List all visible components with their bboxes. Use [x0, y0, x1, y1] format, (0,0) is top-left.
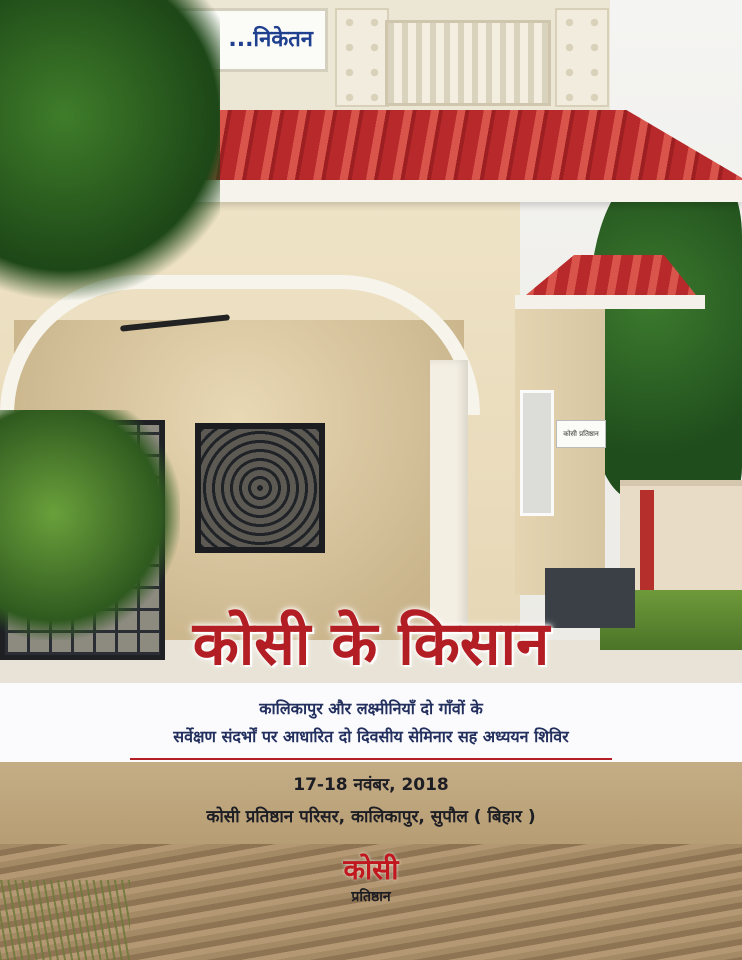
logo-main-text: कोसी [343, 853, 399, 886]
cover-title: कोसी के किसान [192, 609, 550, 679]
grass [0, 880, 130, 960]
side-roof-fascia [515, 295, 705, 309]
subtitle-line-2: सर्वेक्षण संदर्भों पर आधारित दो दिवसीय सेमिनार सह अध्ययन शिविर [173, 727, 569, 746]
parapet-panel [555, 8, 609, 107]
trees-right [590, 170, 742, 500]
grilled-window [195, 423, 325, 553]
parapet-grill [385, 20, 551, 106]
subtitle-line-1: कालिकापुर और लक्ष्मीनियाँ दो गाँवों के [259, 699, 483, 718]
building-nameboard: ...निकेतन [128, 8, 328, 72]
parapet-panel [335, 8, 389, 107]
porch-pillar [430, 360, 468, 640]
mango-tree-foliage [0, 0, 220, 320]
side-window [520, 390, 554, 516]
building-sign: कोसी प्रतिष्ठान [556, 420, 606, 448]
event-date: 17-18 नवंबर, 2018 [293, 775, 449, 795]
logo-sub-text: प्रतिष्ठान [351, 889, 391, 905]
compound-post [640, 490, 654, 590]
publisher-logo [320, 852, 422, 920]
subtitle-divider [130, 758, 612, 760]
event-venue: कोसी प्रतिष्ठान परिसर, कालिकापुर, सुपौल ( बिहार ) [206, 807, 536, 827]
subtitle-band [0, 683, 742, 763]
compound-wall [620, 480, 742, 596]
